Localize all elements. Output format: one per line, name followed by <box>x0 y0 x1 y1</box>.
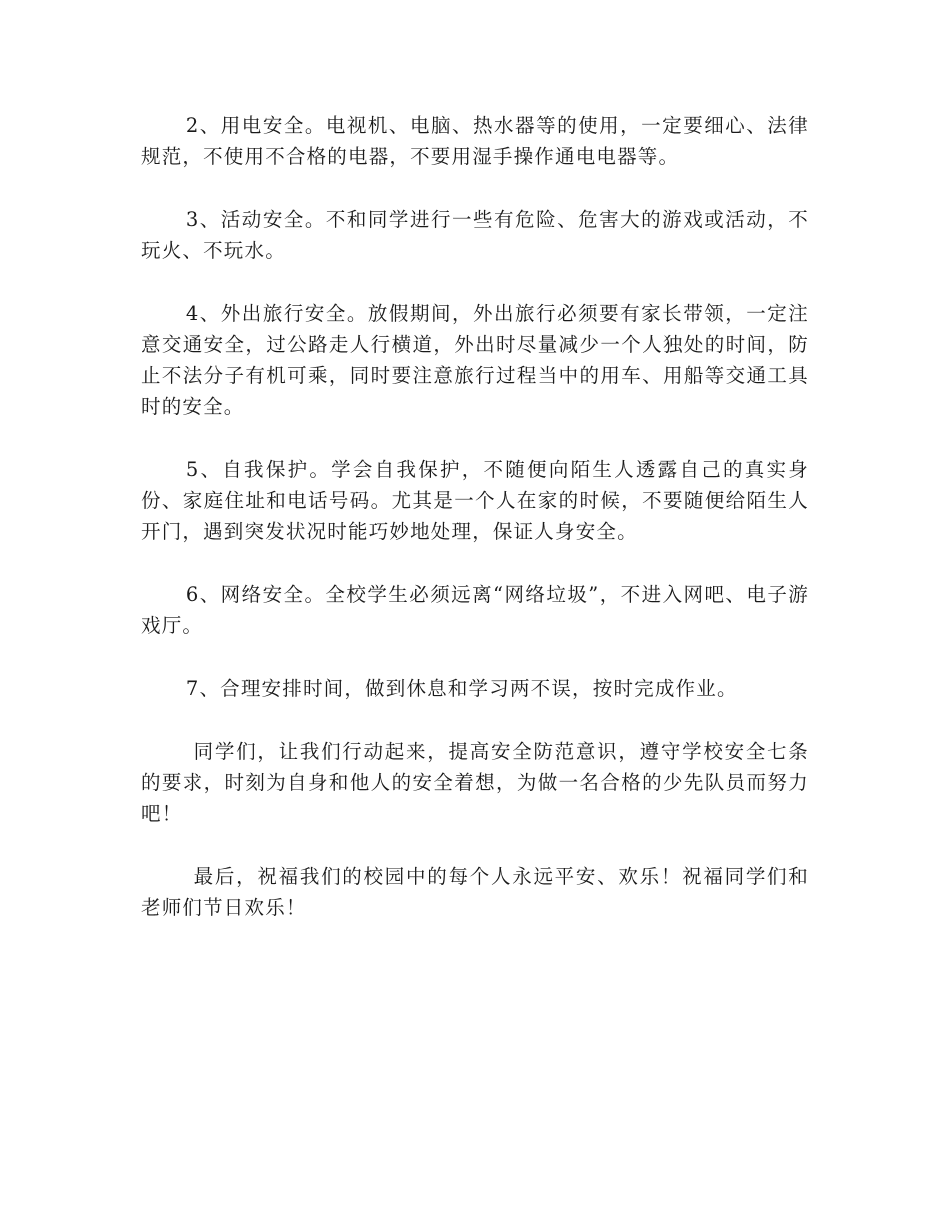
paragraph-call-to-action: 同学们，让我们行动起来，提高安全防范意识，遵守学校安全七条的要求，时刻为自身和他人的安全着想，为做一名合格的少先队员而努力吧！ <box>141 740 809 825</box>
paragraph-self-protection: 5、自我保护。学会自我保护，不随便向陌生人透露自己的真实身份、家庭住址和电话号码。尤其是一个人在家的时候，不要随便给陌生人开门，遇到突发状况时能巧妙地处理，保证人身安全。 <box>141 458 809 543</box>
paragraph-closing-wishes: 最后，祝福我们的校园中的每个人永远平安、欢乐！祝福同学们和老师们节日欢乐！ <box>141 865 809 919</box>
paragraph-activity-safety: 3、活动安全。不和同学进行一些有危险、危害大的游戏或活动，不玩火、不玩水。 <box>141 208 809 262</box>
paragraph-network-safety: 6、网络安全。全校学生必须远离“网络垃圾”，不进入网吧、电子游戏厅。 <box>141 583 809 637</box>
document-body <box>141 110 809 955</box>
paragraph-travel-safety: 4、外出旅行安全。放假期间，外出旅行必须要有家长带领，一定注意交通安全，过公路走人行横道，外出时尽量减少一个人独处的时间，防止不法分子有机可乘，同时要注意旅行过程当中的用车、用船等交通工具时的安全。 <box>141 302 809 418</box>
paragraph-electric-safety: 2、用电安全。电视机、电脑、热水器等的使用，一定要细心、法律规范，不使用不合格的电器，不要用湿手操作通电电器等。 <box>141 114 809 168</box>
paragraph-time-management: 7、合理安排时间，做到休息和学习两不误，按时完成作业。 <box>185 677 738 700</box>
